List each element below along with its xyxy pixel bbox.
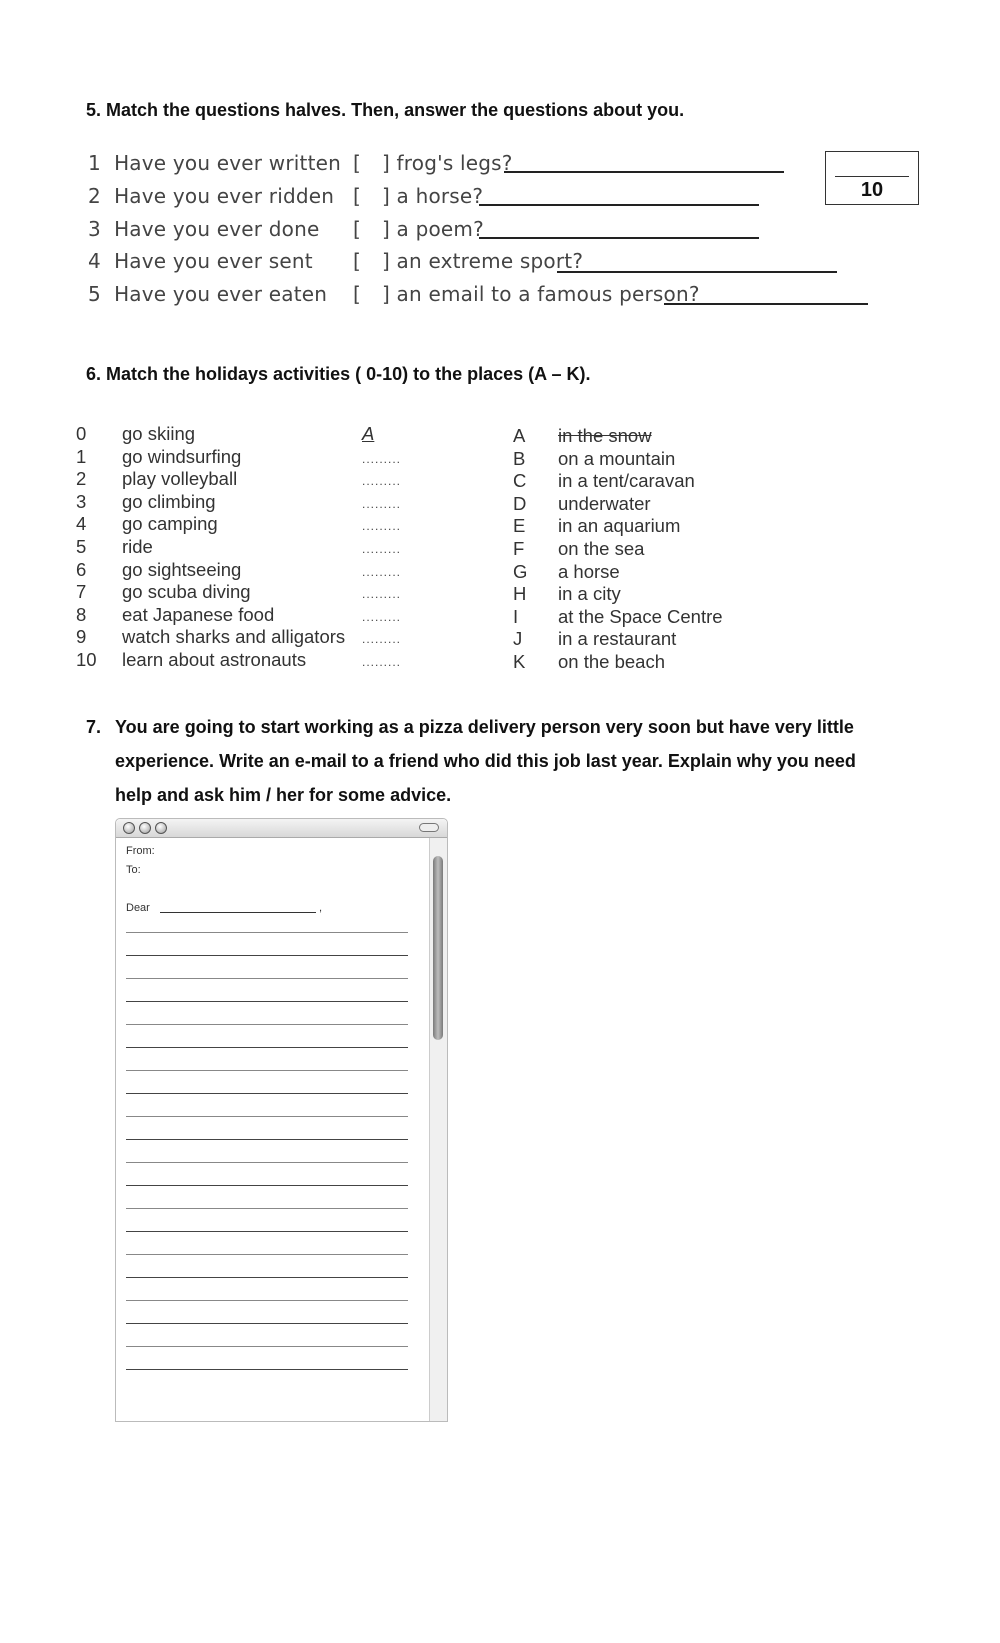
email-writing-line[interactable] xyxy=(126,1185,408,1186)
place-letter: G xyxy=(513,560,528,582)
q5-right-5: ] an email to a famous person? xyxy=(382,282,700,306)
q5-num: 5 xyxy=(88,282,101,306)
email-writing-line[interactable] xyxy=(126,1231,408,1232)
activity-text: watch sharks and alligators xyxy=(122,626,346,648)
instruction-line-3: help and ask him / her for some advice. xyxy=(115,785,452,805)
place-text: at the Space Centre xyxy=(558,605,723,627)
activity-text: go windsurfing xyxy=(122,445,242,467)
email-writing-line[interactable] xyxy=(126,1070,408,1071)
place-letter: D xyxy=(513,492,527,514)
email-writing-line[interactable] xyxy=(126,1116,408,1117)
q5-left-3 xyxy=(88,217,320,241)
activity-number: 9 xyxy=(76,626,87,648)
answer-blank[interactable]: ......... xyxy=(362,519,402,534)
place-letter: J xyxy=(513,628,523,650)
q5-left-text: Have you ever sent xyxy=(114,249,313,273)
q5-left-text: Have you ever done xyxy=(114,217,320,241)
place-text: a horse xyxy=(558,560,620,582)
activity-text: go climbing xyxy=(122,490,216,512)
q5-num: 3 xyxy=(88,217,101,241)
exercise-6-heading: 6. Match the holidays activities ( 0-10) to the places (A – K). xyxy=(86,364,591,384)
answer-blank[interactable]: ......... xyxy=(362,609,402,624)
answer-blank[interactable]: ......... xyxy=(362,632,402,647)
exercise-7-instructions xyxy=(115,710,995,812)
instruction-line-1: You are going to start working as a pizza delivery person very soon but have very little xyxy=(115,717,854,737)
activity-text: go skiing xyxy=(122,423,196,444)
email-writing-line[interactable] xyxy=(126,1346,408,1347)
q5-left-text: Have you ever eaten xyxy=(114,282,328,306)
email-writing-line[interactable] xyxy=(126,1139,408,1140)
activity-number: 4 xyxy=(76,513,87,535)
answer-blank[interactable]: ......... xyxy=(362,587,402,602)
answer-blank[interactable]: ......... xyxy=(362,564,402,579)
exercise-7-number: 7. xyxy=(86,717,102,737)
email-writing-line[interactable] xyxy=(126,1024,408,1025)
q5-num: 1 xyxy=(88,151,101,175)
answer-blank[interactable]: ......... xyxy=(362,451,402,466)
email-dear-comma: , xyxy=(319,902,323,914)
answer-column xyxy=(362,423,422,672)
q5-right-3: ] a poem? xyxy=(382,217,484,241)
activity-text: go scuba diving xyxy=(122,581,251,603)
instruction-line-2: experience. Write an e-mail to a friend who did this job last year. Explain why you need xyxy=(115,751,856,771)
place-text: in an aquarium xyxy=(558,515,681,537)
score-total: 10 xyxy=(860,179,884,201)
activity-number: 10 xyxy=(76,648,97,670)
activity-numbers xyxy=(76,423,98,672)
place-letter: B xyxy=(513,447,526,469)
place-letter: A xyxy=(513,425,526,446)
q5-left-5 xyxy=(88,282,327,306)
place-text: in the snow xyxy=(558,425,652,446)
email-from-label: From: xyxy=(126,845,155,857)
q5-answer-line-3[interactable] xyxy=(479,237,759,239)
place-text: on the beach xyxy=(558,650,665,672)
place-letters xyxy=(513,425,535,674)
answer-blank[interactable]: ......... xyxy=(362,496,402,511)
q5-bracket[interactable]: [ xyxy=(353,249,362,273)
email-scrollbar[interactable] xyxy=(429,838,447,1421)
activity-number: 5 xyxy=(76,535,87,557)
q5-left-text: Have you ever ridden xyxy=(114,184,335,208)
email-writing-line[interactable] xyxy=(126,1047,408,1048)
email-writing-line[interactable] xyxy=(126,1369,408,1370)
email-to-label: To: xyxy=(126,864,141,876)
scrollbar-thumb[interactable] xyxy=(433,856,443,1040)
activity-number: 2 xyxy=(76,468,87,490)
q5-answer-line-4[interactable] xyxy=(557,271,837,273)
email-writing-line[interactable] xyxy=(126,955,408,956)
activity-text: go camping xyxy=(122,513,218,535)
place-text: underwater xyxy=(558,492,651,514)
exercise-5-heading: 5. Match the questions halves. Then, answer the questions about you. xyxy=(86,100,685,120)
place-text: in a restaurant xyxy=(558,628,677,650)
q5-bracket[interactable]: [ xyxy=(353,282,362,306)
activity-number: 7 xyxy=(76,581,87,603)
email-writing-line[interactable] xyxy=(126,978,408,979)
q5-answer-line-5[interactable] xyxy=(664,303,868,305)
place-letter: I xyxy=(513,605,519,627)
q5-bracket[interactable]: [ xyxy=(353,151,362,175)
email-writing-line[interactable] xyxy=(126,1277,408,1278)
q5-left-2 xyxy=(88,184,334,208)
activity-text: eat Japanese food xyxy=(122,603,275,625)
email-writing-line[interactable] xyxy=(126,1093,408,1094)
place-letter: K xyxy=(513,650,526,672)
q5-answer-line-1[interactable] xyxy=(504,171,784,173)
q5-right-1: ] frog's legs? xyxy=(382,151,513,175)
email-writing-line[interactable] xyxy=(126,1254,408,1255)
q5-right-4: ] an extreme sport? xyxy=(382,249,584,273)
activity-list xyxy=(122,423,362,672)
q5-bracket[interactable]: [ xyxy=(353,184,362,208)
place-text: on the sea xyxy=(558,537,645,559)
place-text: in a city xyxy=(558,583,621,605)
activity-text: learn about astronauts xyxy=(122,648,307,670)
example-answer: A xyxy=(362,423,375,444)
activity-text: ride xyxy=(122,535,153,557)
q5-left-1 xyxy=(88,151,341,175)
q5-bracket[interactable]: [ xyxy=(353,217,362,241)
email-writing-line[interactable] xyxy=(126,1162,408,1163)
place-letter: E xyxy=(513,515,526,537)
activity-number: 6 xyxy=(76,558,87,580)
activity-text: go sightseeing xyxy=(122,558,242,580)
email-writing-line[interactable] xyxy=(126,1323,408,1324)
email-window xyxy=(115,818,448,1422)
email-writing-line[interactable] xyxy=(126,932,408,933)
email-dear-label: Dear xyxy=(126,902,150,914)
answer-blank[interactable]: ......... xyxy=(362,541,402,556)
place-list xyxy=(558,425,798,674)
score-box xyxy=(825,151,919,205)
activity-number: 3 xyxy=(76,490,87,512)
q5-left-text: Have you ever written xyxy=(114,151,341,175)
email-writing-line[interactable] xyxy=(126,1001,408,1002)
q5-right-2: ] a horse? xyxy=(382,184,484,208)
place-letter: H xyxy=(513,583,527,605)
score-line[interactable] xyxy=(835,176,909,177)
email-body[interactable] xyxy=(116,819,428,1421)
activity-number: 1 xyxy=(76,445,87,467)
q5-num: 2 xyxy=(88,184,101,208)
place-letter: C xyxy=(513,470,527,492)
email-writing-line[interactable] xyxy=(126,1300,408,1301)
place-text: on a mountain xyxy=(558,447,676,469)
q5-left-4 xyxy=(88,249,313,273)
email-writing-line[interactable] xyxy=(126,1208,408,1209)
answer-blank[interactable]: ......... xyxy=(362,654,402,669)
answer-blank[interactable]: ......... xyxy=(362,474,402,489)
activity-number: 0 xyxy=(76,423,87,444)
activity-text: play volleyball xyxy=(122,468,238,490)
activity-number: 8 xyxy=(76,603,87,625)
q5-num: 4 xyxy=(88,249,101,273)
q5-answer-line-2[interactable] xyxy=(479,204,759,206)
place-letter: F xyxy=(513,537,525,559)
place-text: in a tent/caravan xyxy=(558,470,695,492)
